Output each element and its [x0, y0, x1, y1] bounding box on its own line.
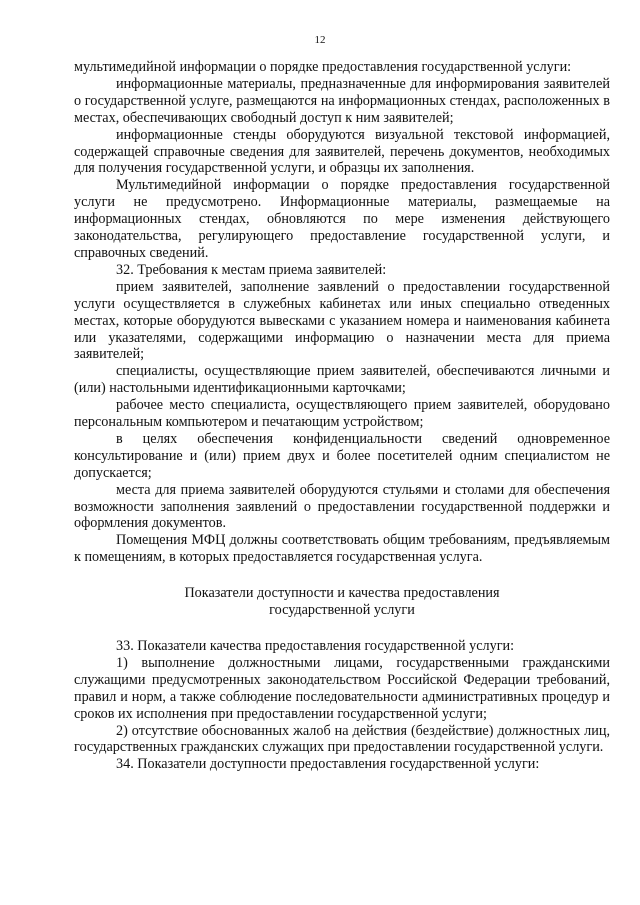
top-paragraphs [74, 59, 610, 566]
paragraph: 34. Показатели доступности предоставления государственной услуги: [116, 756, 540, 773]
paragraph: прием заявителей, заполнение заявлений о предоставлении государственной услуги осуществляется в служебных кабинетах или иных специально отведенных местах, которые оборудуются вывесками с указанием номера и наименования кабинета или указателями, содержащими информацию о назначении места для приема заявителей; [74, 278, 610, 363]
paragraph: рабочее место специалиста, осуществляющего прием заявителей, оборудовано персональным компьютером и печатающим устройством; [74, 397, 610, 431]
paragraph: информационные стенды оборудуются визуальной текстовой информацией, содержащей справочные сведения для заявителей, перечень документов, необходимых для получения государственной услуги, и образцы их заполнения. [74, 126, 610, 177]
heading-spacer-top [74, 566, 610, 585]
paragraph: 33. Показатели качества предоставления государственной услуги: [116, 638, 515, 654]
document-body [74, 59, 610, 773]
paragraph: информационные материалы, предназначенные для информирования заявителей о государственной услуге, размещаются на информационных стендах, расположенных в местах, обеспечивающих свободный доступ к ним заявителей; [74, 75, 610, 126]
bottom-paragraphs [74, 638, 610, 773]
paragraph: мультимедийной информации о порядке предоставления государственной услуги: [74, 59, 572, 75]
heading-spacer-bottom [74, 619, 610, 638]
paragraph: специалисты, осуществляющие прием заявителей, обеспечиваются личными и (или) настольными идентификационными карточками; [74, 363, 610, 397]
paragraph: Мультимедийной информации о порядке предоставления государственной услуги не предусмотрено. Информационные материалы, размещаемые на информационных стендах, обновляются по мере изменения действующего законодательства, регулирующего предоставление государственной услуги, и справочных сведений. [74, 177, 610, 261]
section-heading-line-2: государственной услуги [269, 602, 415, 619]
paragraph: места для приема заявителей оборудуются стульями и столами для обеспечения возможности заполнения заявлений о предоставлении государственной поддержки и оформления документов. [74, 481, 610, 532]
page-number: 12 [314, 34, 326, 46]
paragraph: Помещения МФЦ должны соответствовать общим требованиям, предъявляемым к помещениям, в которых предоставляется государственная услуга. [74, 532, 610, 566]
paragraph: 32. Требования к местам приема заявителей: [116, 261, 387, 278]
paragraph: 1) выполнение должностными лицами, государственными гражданскими служащими предусмотренных законодательством Российской Федерации требований, правил и норм, а также соблюдение последовательности административных процедур и сроков их исполнения при предоставлении государственной услуги; [74, 654, 610, 722]
paragraph: в целях обеспечения конфиденциальности сведений одновременное консультирование и (или) прием двух и более посетителей одним специалистом не допускается; [74, 430, 610, 481]
paragraph: 2) отсутствие обоснованных жалоб на действия (бездействие) должностных лиц, государственных гражданских служащих при предоставлении государственной услуги. [74, 722, 610, 756]
section-heading-line-1: Показатели доступности и качества предоставления [184, 585, 500, 602]
